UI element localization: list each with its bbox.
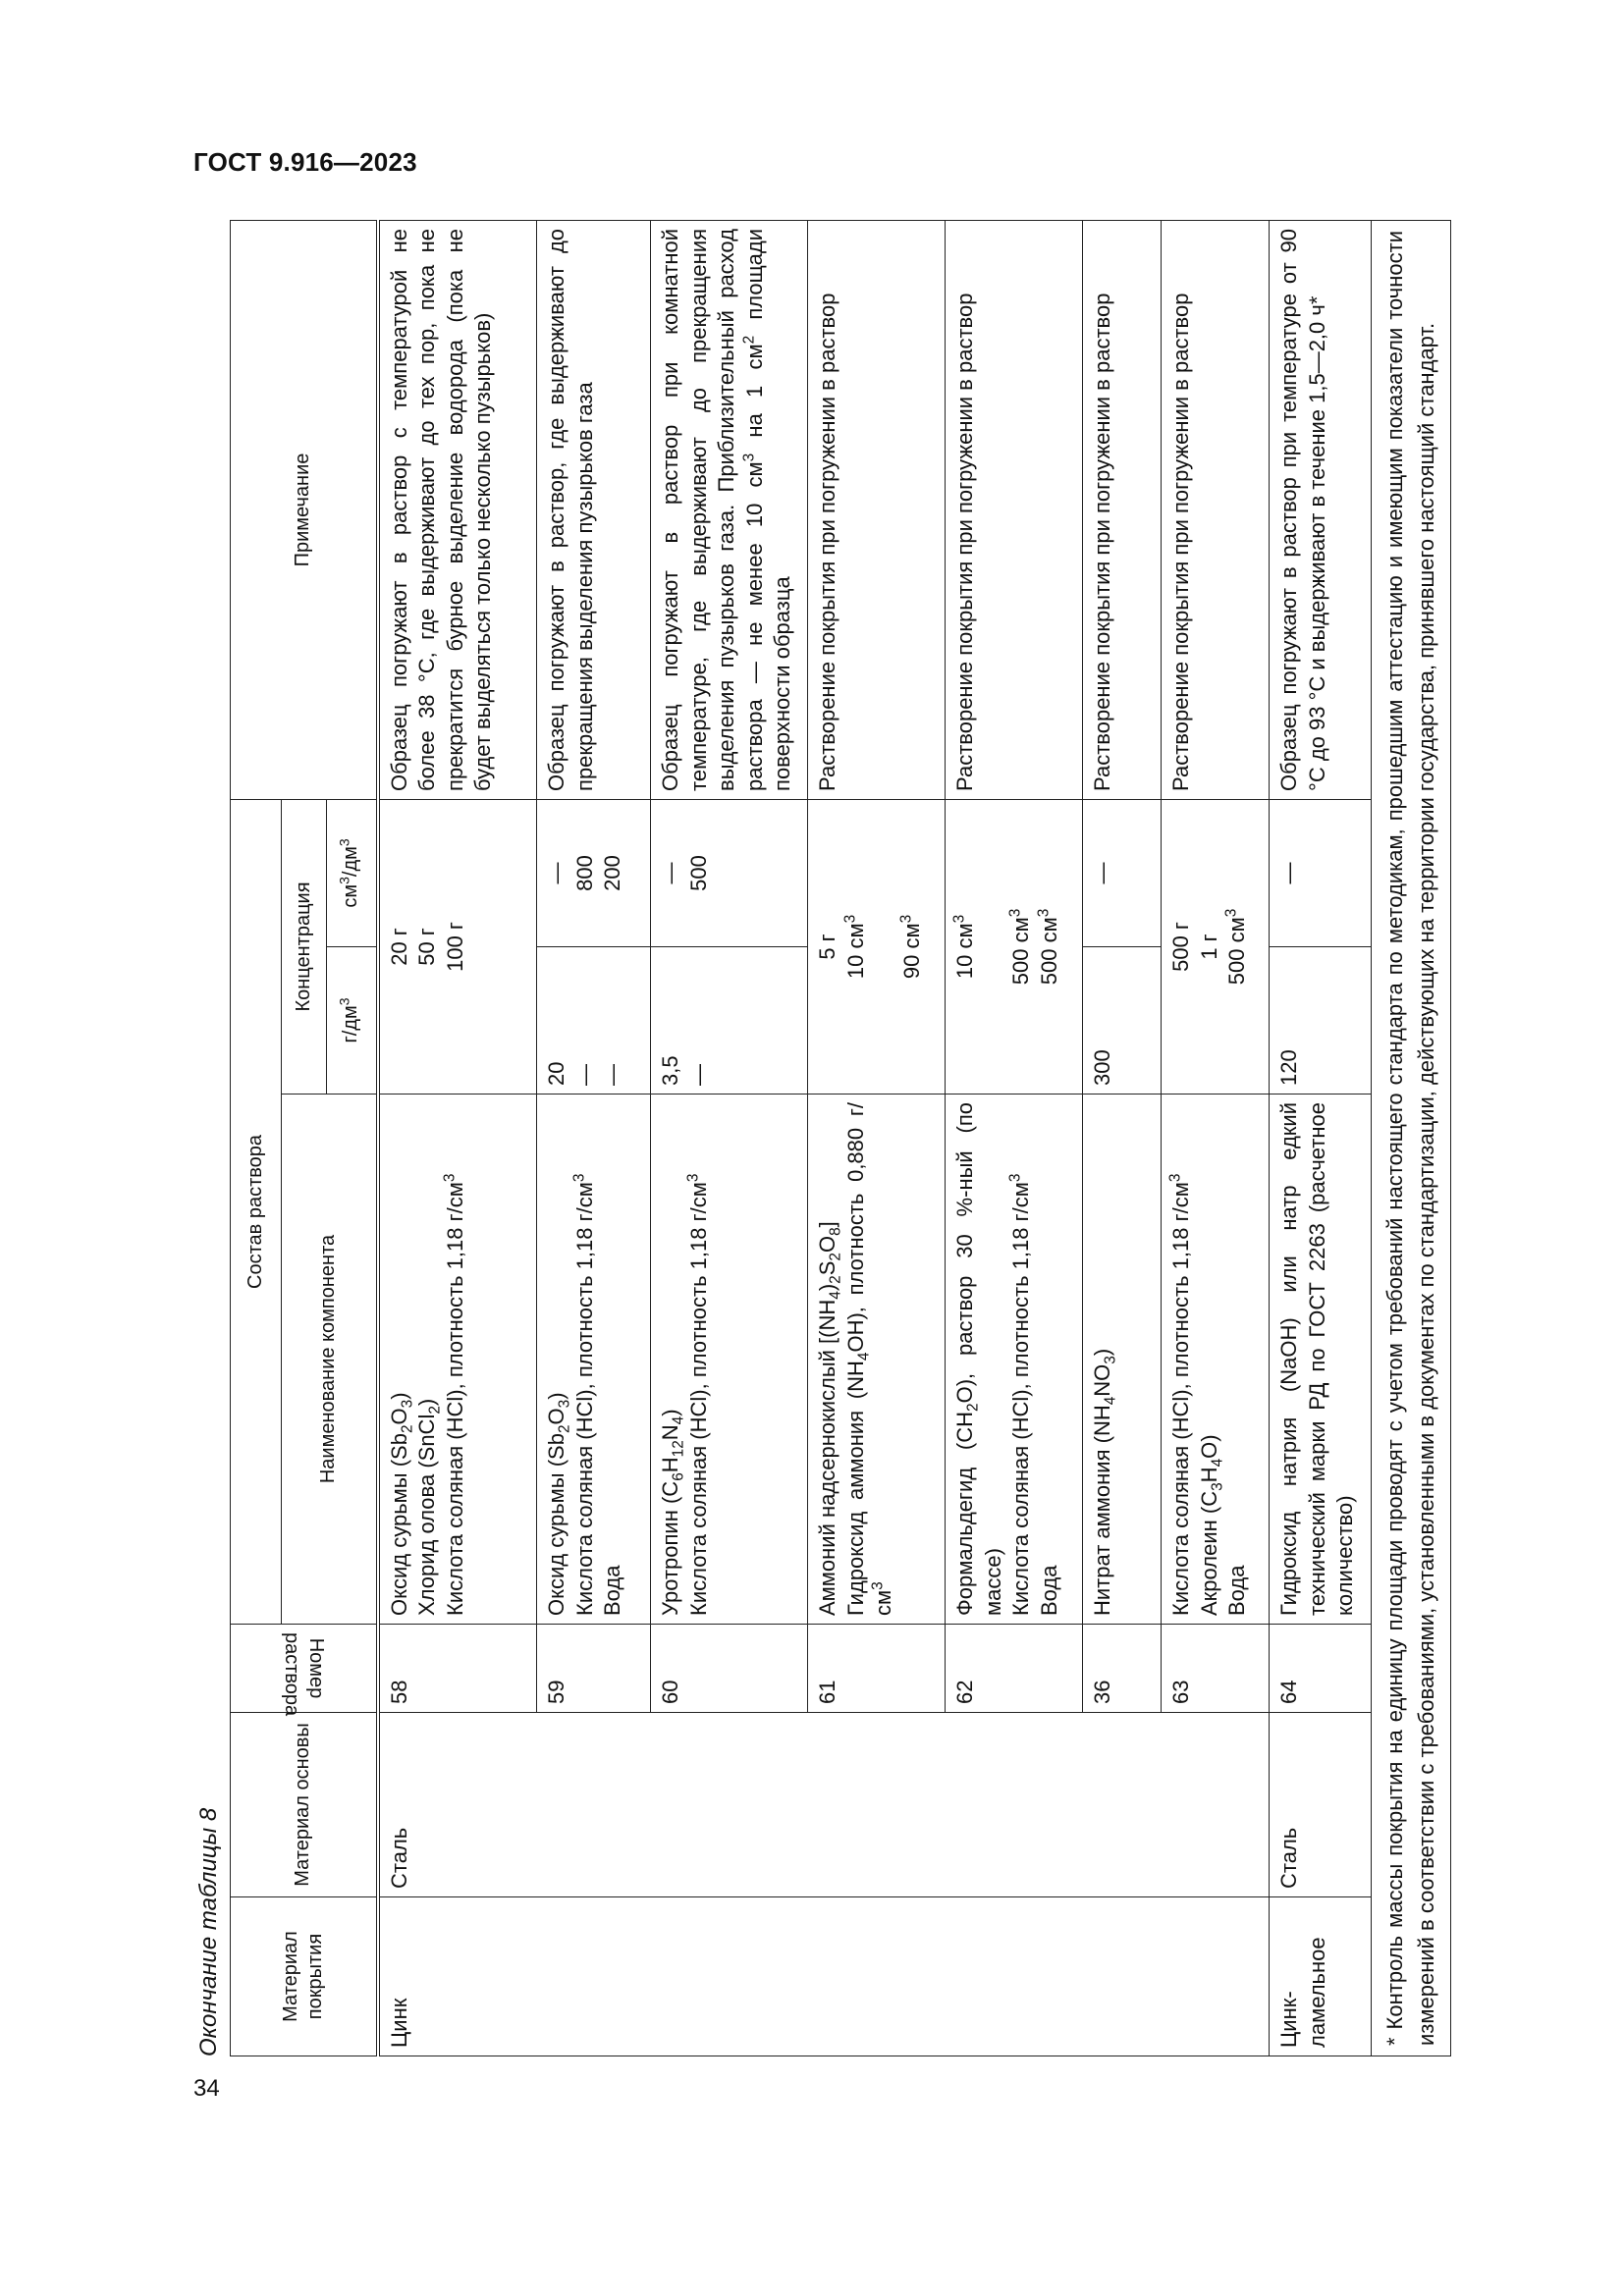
concentration-g-cell: 20 — — [537,947,651,1095]
solution-number: 64 [1270,1625,1372,1713]
base-steel: Сталь [378,1713,1270,1897]
table-footnote: * Контроль массы покрытия на единицу площади проводят с учетом требований настоящего стандарта по методикам, прошедшим аттестацию и имеющим показатели точности измерений в соответствии с требованиями, установленными в документах по стандартизации, действующих на территории государства, принявшего настоящий стандарт. [1372,220,1451,2056]
concentration-cm-cell: — 500 [651,799,808,946]
solution-number: 36 [1083,1625,1162,1713]
concentration-cell: 10 $см^3$ 500 $см^3$ 500 $см^3$ [946,799,1083,1094]
concentration-cell: 5 г 10 $см^3$ 90 $см^3$ [808,799,946,1094]
component-cell: Уротропин $(C_6H_{12}N_4)$ Кислота соляная (HCl), плотность 1,18 $г/см^3$ [651,1095,808,1625]
table-row [1270,220,1372,2056]
component-cell: Оксид сурьмы $(Sb_2O_3)$ Кислота соляная (HCl), плотность 1,18 $г/см^3$ Вода [537,1095,651,1625]
component-cell: Гидроксид натрия (NaOH) или натр едкий технический марки РД по ГОСТ 2263 (расчетное количество) [1270,1095,1372,1625]
solution-number: 62 [946,1625,1083,1713]
note-cell: Растворение покрытия при погружении в раствор [1162,220,1270,799]
chemical-solutions-table [230,220,1451,2056]
note-cell: Образец погружают в раствор при комнатной температуре, где выдерживают до прекращения выделения пузырьков газа. Приблизительный расход раствора — не менее 10 $см^3$ на 1 $см^2$ площади поверхности образца [651,220,808,799]
component-cell: Кислота соляная (HCl), плотность 1,18 $г/см^3$ Акролеин $(C_3H_4O)$ Вода [1162,1095,1270,1625]
header-solution-number: Номер раствора [231,1625,378,1713]
concentration-cm-cell: — 800 200 [537,799,651,946]
coating-zinc: Цинк [378,1897,1270,2056]
concentration-cell: 500 г 1 г 500 $см^3$ [1162,799,1270,1094]
header-note: Примечание [231,220,378,799]
table-caption: Окончание таблицы 8 [195,1807,222,2056]
note-cell: Образец погружают в раствор, где выдерживают до прекращения выделения пузырьков газа [537,220,651,799]
solution-number: 58 [378,1625,537,1713]
solution-number: 59 [537,1625,651,1713]
coating-zinc-lamellar: Цинк-ламельное [1270,1897,1372,2056]
concentration-cm-cell: — [1083,799,1162,946]
note-cell: Образец погружают в раствор с температурой не более 38 °С, где выдерживают до тех пор, пока не прекратится бурное выделение водорода (пока не будет выделяться только несколько пузырьков) [378,220,537,799]
header-unit-g: $г/дм^3$ [327,947,378,1095]
note-cell: Образец погружают в раствор при температуре от 90 °С до 93 °С и выдерживают в течение 1,5—2,0 ч* [1270,220,1372,799]
header-base: Материал основы [231,1713,378,1897]
page-number: 34 [193,2075,220,2102]
footnote-row [1372,220,1451,2056]
component-cell: Нитрат аммония $(NH_4NO_3)$ [1083,1095,1162,1625]
note-cell: Растворение покрытия при погружении в раствор [946,220,1083,799]
component-cell: Оксид сурьмы $(Sb_2O_3)$ Хлорид олова (SnCl$_2$) Кислота соляная (HCl), плотность 1,18 $г/см^3$ [378,1095,537,1625]
header-coating: Материал покрытия [231,1897,378,2056]
solution-number: 63 [1162,1625,1270,1713]
component-cell: Аммоний надсернокислый $[(NH_4)_2S_2O_8]$ Гидроксид аммония $(NH_4OH)$, плотность 0,880 $г/см^3$ [808,1095,946,1625]
header-composition: Состав раствора [231,799,282,1624]
solution-number: 61 [808,1625,946,1713]
note-cell: Растворение покрытия при погружении в раствор [1083,220,1162,799]
header-concentration: Концентрация [282,799,327,1094]
concentration-g-cell: 120 [1270,947,1372,1095]
header-unit-cm: $см^3/дм^3$ [327,799,378,946]
solution-number: 60 [651,1625,808,1713]
document-header: ГОСТ 9.916—2023 [193,147,417,177]
concentration-g-cell: 3,5 — [651,947,808,1095]
concentration-g-cell: 300 [1083,947,1162,1095]
concentration-cell: 20 г 50 г 100 г [378,799,537,1094]
base-steel: Сталь [1270,1713,1372,1897]
table-row [378,220,537,2056]
note-cell: Растворение покрытия при погружении в раствор [808,220,946,799]
concentration-cm-cell: — [1270,799,1372,946]
header-component: Наименование компонента [282,1095,378,1625]
rotated-table-page [189,221,1494,2056]
component-cell: Формальдегид $(CH_2O)$, раствор 30 %-ный (по массе) Кислота соляная (HCl), плотность 1,18 $г/см^3$ Вода [946,1095,1083,1625]
